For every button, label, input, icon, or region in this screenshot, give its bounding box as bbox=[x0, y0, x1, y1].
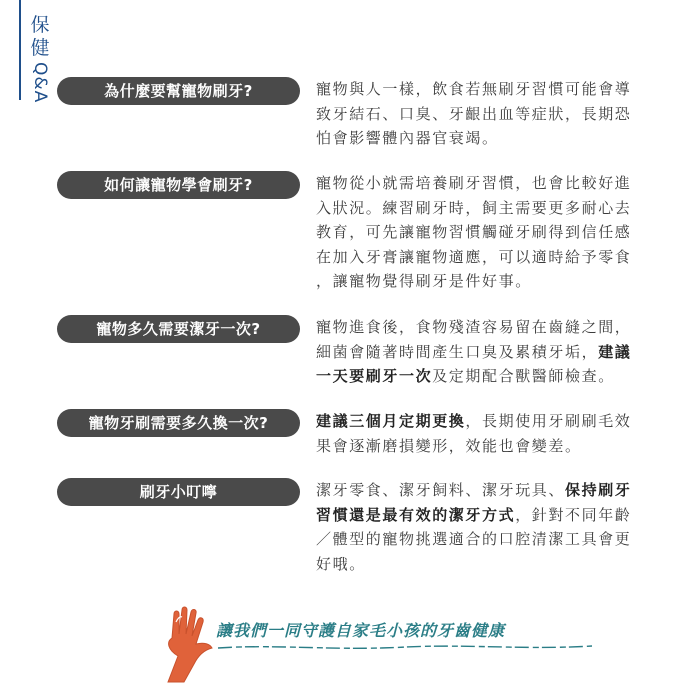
answer-line bbox=[316, 434, 676, 459]
answer-text bbox=[316, 409, 676, 458]
hand-shape bbox=[168, 607, 212, 682]
answer-segment: ，讓寵物覺得刷牙是件好事。 bbox=[316, 272, 532, 290]
side-label-char-1: 保 bbox=[30, 14, 50, 36]
answer-line bbox=[316, 245, 676, 270]
answer-line bbox=[316, 77, 676, 102]
answer-text bbox=[316, 77, 676, 151]
answer-segment: 寵物與人一樣，飲食若無刷牙習慣可能會導 bbox=[316, 80, 632, 98]
side-section-label bbox=[28, 14, 52, 103]
answer-line bbox=[316, 409, 676, 434]
answer-segment: 寵物進食後，食物殘渣容易留在齒縫之間， bbox=[316, 318, 632, 336]
slogan-banner bbox=[160, 604, 600, 694]
answer-segment: 及定期配合獸醫師檢查。 bbox=[432, 367, 615, 385]
answer-emphasis: 習慣還是最有效的潔牙方式 bbox=[316, 505, 516, 524]
answer-line bbox=[316, 196, 676, 221]
slogan-underline bbox=[216, 642, 596, 654]
slogan-text: 讓我們一同守護自家毛小孩的牙齒健康 bbox=[216, 621, 506, 640]
answer-line bbox=[316, 364, 676, 389]
question-pill: 寵物牙刷需要多久換一次? bbox=[57, 409, 300, 437]
answer-line bbox=[316, 478, 676, 503]
question-pill: 刷牙小叮嚀 bbox=[57, 478, 300, 506]
answer-segment: 寵物從小就需培養刷牙習慣，也會比較好進 bbox=[316, 174, 632, 192]
answer-emphasis: 建議三個月定期更換 bbox=[316, 412, 466, 430]
answer-emphasis: 保持刷牙 bbox=[565, 481, 632, 499]
question-pill: 為什麼要幫寵物刷牙? bbox=[57, 77, 300, 105]
answer-segment: 在加入牙膏讓寵物適應，可以適時給予零食 bbox=[316, 247, 632, 266]
side-rule bbox=[19, 0, 21, 100]
answer-text bbox=[316, 171, 676, 294]
answer-line bbox=[316, 527, 676, 552]
answer-line bbox=[316, 171, 676, 196]
answer-segment: 好哦。 bbox=[316, 554, 366, 573]
answer-segment: 怕會影響體內器官衰竭。 bbox=[316, 129, 499, 147]
hand-icon bbox=[160, 604, 220, 684]
answer-line bbox=[316, 315, 676, 340]
answer-line bbox=[316, 126, 676, 151]
side-label-char-2: 健 bbox=[30, 36, 50, 59]
answer-line bbox=[316, 552, 676, 577]
answer-segment: 細菌會隨著時間產生口臭及累積牙垢， bbox=[316, 342, 599, 361]
answer-segment: ／體型的寵物挑選適合的口腔清潔工具會更 bbox=[316, 530, 632, 548]
answer-segment: 入狀況。練習刷牙時，飼主需要更多耐心去 bbox=[316, 198, 632, 217]
answer-text bbox=[316, 315, 676, 389]
question-pill: 如何讓寵物學會刷牙? bbox=[57, 171, 300, 199]
answer-emphasis: 一天要刷牙一次 bbox=[316, 367, 433, 385]
answer-line bbox=[316, 340, 676, 365]
question-pill: 寵物多久需要潔牙一次? bbox=[57, 315, 300, 343]
answer-text bbox=[316, 478, 676, 576]
answer-line bbox=[316, 503, 676, 528]
answer-segment: 致牙結石、口臭、牙齦出血等症狀，長期恐 bbox=[316, 104, 632, 123]
answer-line bbox=[316, 102, 676, 127]
answer-segment: ，長期使用牙刷刷毛效 bbox=[465, 412, 632, 430]
side-label-qa: Q&A bbox=[30, 61, 51, 103]
underline-stroke bbox=[218, 646, 592, 648]
answer-segment: 果會逐漸磨損變形，效能也會變差。 bbox=[316, 436, 582, 455]
answer-emphasis: 建議 bbox=[598, 342, 632, 361]
answer-line bbox=[316, 269, 676, 294]
answer-segment: ，針對不同年齡 bbox=[515, 505, 632, 524]
answer-segment: 教育，可先讓寵物習慣觸碰牙刷得到信任感 bbox=[316, 223, 632, 241]
answer-segment: 潔牙零食、潔牙飼料、潔牙玩具、 bbox=[316, 481, 566, 499]
answer-line bbox=[316, 220, 676, 245]
